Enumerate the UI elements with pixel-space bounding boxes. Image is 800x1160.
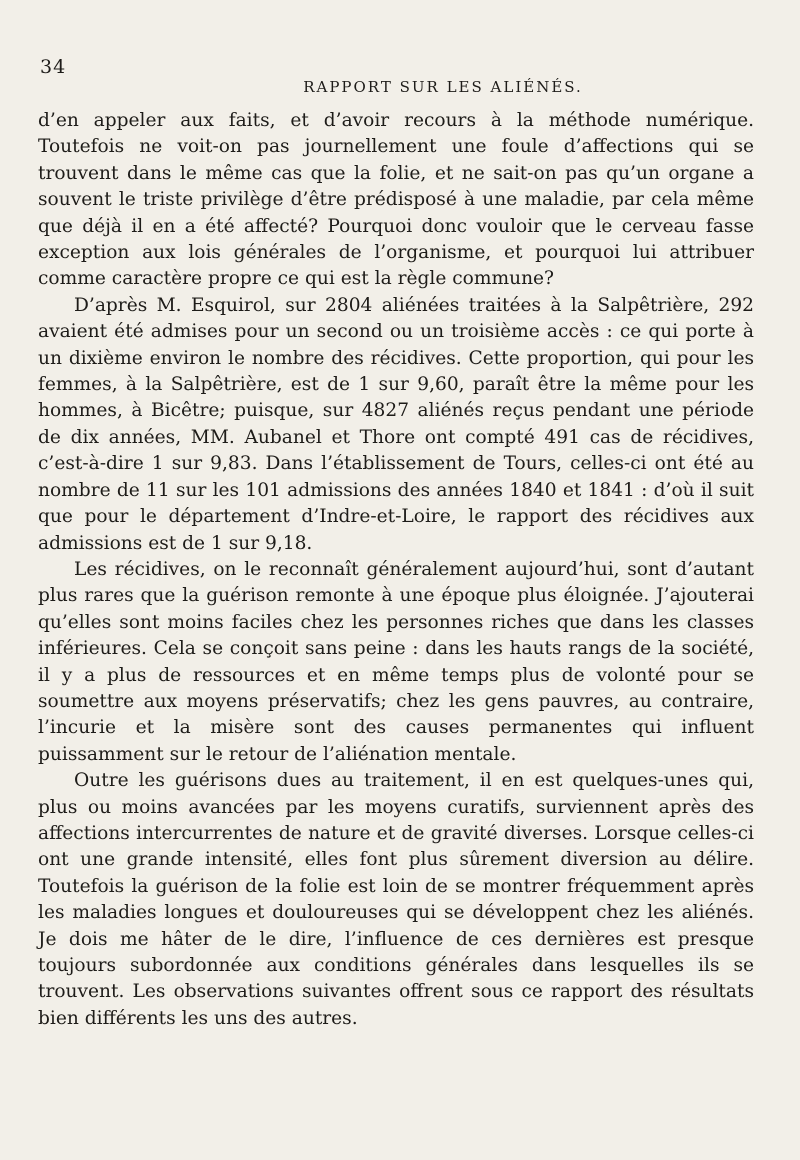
page-number: 34 xyxy=(40,56,67,78)
paragraph-1: d’en appeler aux faits, et d’avoir recours à la méthode numérique. Toutefois ne voit-on pas journellement une foule d’affections qui se trouvent dans le même cas que la folie, et ne sait-on pas qu’un organe a souvent le triste privilège d’être prédisposé à une maladie, par cela même que déjà il en a été affecté? Pourquoi donc vouloir que le cerveau fasse exception aux lois générales de l’organisme, et pourquoi lui attribuer comme caractère propre ce qui est la règle commune? xyxy=(38,110,754,290)
running-head: RAPPORT SUR LES ALIÉNÉS. xyxy=(303,78,583,96)
paragraph-3: Les récidives, on le reconnaît généralement aujourd’hui, sont d’autant plus rares que la guérison remonte à une époque plus éloignée. J’ajouterai qu’elles sont moins faciles chez les personnes riches que dans les classes inférieures. Cela se conçoit sans peine : dans les hauts rangs de la société, il y a plus de ressources et en même temps plus de volonté pour se soumettre aux moyens préservatifs; chez les gens pauvres, au contraire, l’incurie et la misère sont des causes permanentes qui influent puissamment sur le retour de l’aliénation mentale. xyxy=(38,558,754,765)
body-text xyxy=(38,108,754,1032)
paragraph-2: D’après M. Esquirol, sur 2804 aliénées traitées à la Salpêtrière, 292 avaient été admises pour un second ou un troisième accès : ce qui porte à un dixième environ le nombre des récidives. Cette proportion, qui pour les femmes, à la Salpêtrière, est de 1 sur 9,60, paraît être la même pour les hommes, à Bicêtre; puisque, sur 4827 aliénés reçus pendant une période de dix années, MM. Aubanel et Thore ont compté 491 cas de récidives, c’est-à-dire 1 sur 9,83. Dans l’établissement de Tours, celles-ci ont été au nombre de 11 sur les 101 admissions des années 1840 et 1841 : d’où il suit que pour le département d’Indre-et-Loire, le rapport des récidives aux admissions est de 1 sur 9,18. xyxy=(38,294,754,554)
paragraph-4: Outre les guérisons dues au traitement, il en est quelques-unes qui, plus ou moins avancées par les moyens curatifs, surviennent après des affections intercurrentes de nature et de gravité diverses. Lorsque celles-ci ont une grande intensité, elles font plus sûrement diversion au délire. Toutefois la guérison de la folie est loin de se montrer fréquemment après les maladies longues et douloureuses qui se développent chez les aliénés. Je dois me hâter de le dire, l’influence de ces dernières est presque toujours subordonnée aux conditions générales dans lesquelles ils se trouvent. Les observations suivantes offrent sous ce rapport des résultats bien différents les uns des autres. xyxy=(38,770,754,1029)
